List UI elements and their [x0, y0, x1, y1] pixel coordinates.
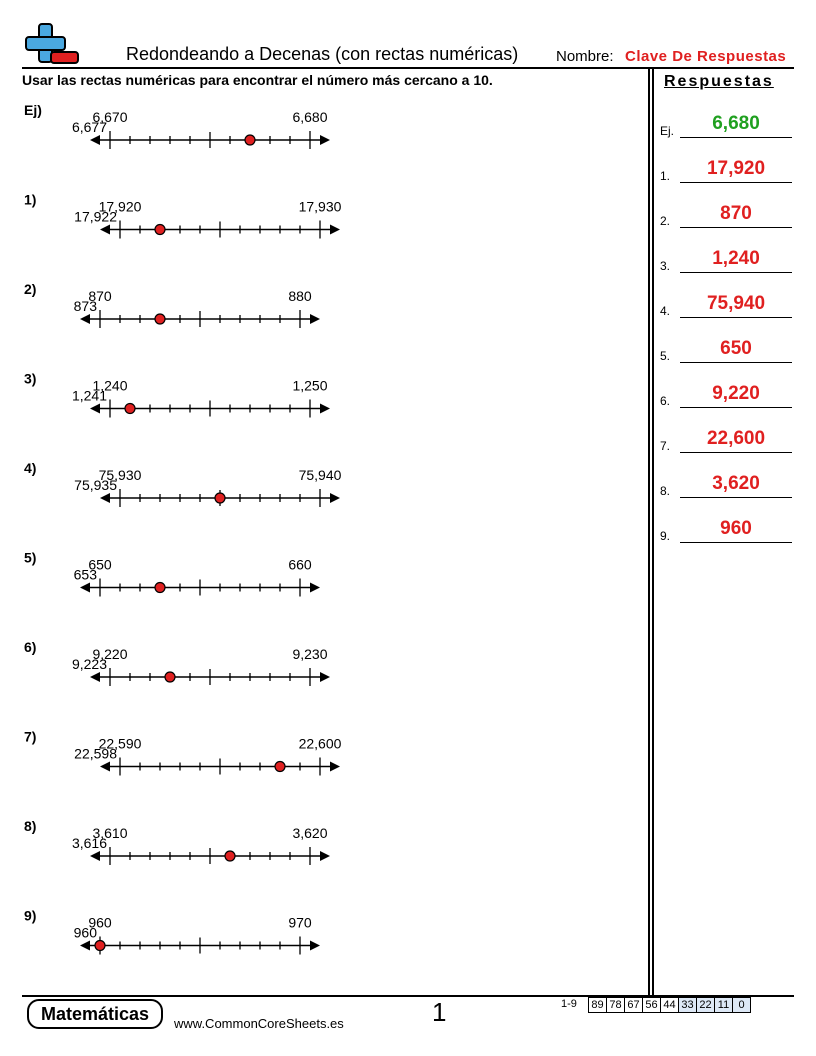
problem-number: 653 [73, 566, 97, 583]
site-url: www.CommonCoreSheets.es [174, 1016, 344, 1031]
problem-number: 75,935 [74, 477, 117, 493]
score-cell: 56 [643, 998, 661, 1013]
answer-label: 5. [660, 349, 671, 363]
high-tens-label: 880 [288, 288, 312, 304]
arrow-right-icon [310, 941, 320, 951]
number-lines [0, 90, 648, 990]
high-tens-label: 6,680 [292, 109, 328, 125]
problem-label: 8) [24, 818, 37, 834]
problem-label: 2) [24, 281, 37, 297]
answer-value: 650 [720, 338, 752, 359]
answer-value: 870 [720, 203, 752, 224]
value-dot [215, 493, 225, 503]
problem-label: 7) [24, 728, 37, 745]
answer-value: 1,240 [712, 248, 760, 269]
answer-label: 7. [660, 439, 671, 453]
answer-label: 3. [660, 259, 671, 273]
arrow-left-icon [80, 583, 90, 593]
answer-line [680, 362, 792, 363]
problem-number: 22,598 [74, 745, 117, 762]
answer-line [680, 227, 792, 228]
low-tens-label: 960 [88, 914, 112, 931]
score-cell: 67 [625, 998, 643, 1013]
low-tens-label: 870 [88, 288, 112, 304]
arrow-right-icon [330, 493, 340, 503]
answer-label: 9. [660, 529, 671, 543]
problem-label: 5) [24, 549, 37, 566]
answer-label: Ej. [660, 124, 675, 138]
answer-value: 9,220 [712, 383, 760, 404]
low-tens-label: 1,240 [92, 377, 128, 394]
score-cell: 0 [733, 998, 751, 1013]
header-divider [22, 67, 794, 69]
score-cell: 89 [589, 998, 607, 1013]
answer-label: 2. [660, 214, 671, 228]
problem-number: 1,241 [71, 387, 107, 404]
page-number: 1 [432, 997, 447, 1027]
value-dot [165, 672, 175, 682]
low-tens-label: 6,670 [92, 109, 128, 125]
value-dot [225, 851, 235, 861]
answer-line [680, 407, 792, 408]
page-title: Redondeando a Decenas (con rectas numéricas) [126, 44, 519, 64]
problem-number: 3,616 [71, 835, 107, 851]
answer-value: 22,600 [706, 428, 766, 449]
column-divider [648, 69, 654, 997]
problem-label: 4) [24, 460, 37, 476]
answer-line [680, 497, 792, 498]
answer-label: 4. [660, 304, 671, 318]
high-tens-label: 1,250 [292, 377, 328, 394]
answer-line [680, 137, 792, 138]
value-dot [155, 583, 165, 593]
arrow-right-icon [330, 762, 340, 772]
value-dot [275, 762, 285, 772]
problem-number: 6,677 [71, 119, 107, 135]
arrow-right-icon [330, 225, 340, 235]
problem-number: 873 [73, 298, 97, 314]
answer-line [680, 317, 792, 318]
arrow-right-icon [320, 672, 330, 682]
problem-number: 9,223 [71, 656, 107, 672]
arrow-right-icon [310, 583, 320, 593]
high-tens-label: 660 [288, 556, 312, 573]
arrow-right-icon [320, 404, 330, 414]
arrow-left-icon [100, 493, 110, 503]
low-tens-label: 9,220 [92, 646, 128, 662]
answer-value: 3,620 [712, 473, 760, 494]
problem-label: 3) [24, 370, 37, 387]
arrow-right-icon [310, 314, 320, 324]
answer-line [680, 452, 792, 453]
arrow-left-icon [90, 135, 100, 145]
name-value: Clave De Respuestas [625, 48, 787, 65]
arrow-right-icon [320, 135, 330, 145]
answer-value: 17,920 [706, 158, 766, 179]
value-dot [155, 314, 165, 324]
low-tens-label: 17,920 [98, 198, 142, 215]
arrow-left-icon [90, 851, 100, 861]
name-label: Nombre: [556, 48, 614, 65]
arrow-left-icon [100, 762, 110, 772]
answer-line [680, 272, 792, 273]
score-cell: 78 [607, 998, 625, 1013]
high-tens-label: 75,940 [298, 467, 342, 483]
answer-label: 6. [660, 394, 671, 408]
score-cell: 44 [661, 998, 679, 1013]
value-dot [245, 135, 255, 145]
problem-label: 1) [24, 191, 37, 208]
score-table [588, 997, 751, 1013]
answer-label: 1. [660, 169, 671, 183]
low-tens-label: 75,930 [98, 467, 142, 483]
value-dot [95, 941, 105, 951]
score-cell: 11 [715, 998, 733, 1013]
answers-title: Respuestas [664, 73, 774, 90]
answer-value: 960 [720, 518, 752, 539]
answer-label: 8. [660, 484, 671, 498]
problem-label: 6) [24, 639, 37, 655]
answer-value: 75,940 [706, 293, 766, 314]
problem-label: 9) [24, 907, 37, 924]
score-cell: 33 [679, 998, 697, 1013]
high-tens-label: 970 [288, 914, 312, 931]
high-tens-label: 3,620 [292, 825, 328, 841]
brand-badge: Matemáticas [27, 999, 163, 1029]
high-tens-label: 9,230 [292, 646, 328, 662]
high-tens-label: 17,930 [298, 198, 342, 215]
arrow-left-icon [80, 941, 90, 951]
low-tens-label: 3,610 [92, 825, 128, 841]
value-dot [125, 404, 135, 414]
answer-value: 6,680 [712, 113, 760, 134]
score-label: 1-9 [561, 998, 577, 1010]
logo-icon [22, 22, 82, 66]
low-tens-label: 22,590 [98, 735, 142, 752]
low-tens-label: 650 [88, 556, 112, 573]
problem-number: 17,922 [74, 208, 117, 225]
problem-label: Ej) [24, 102, 42, 118]
instructions: Usar las rectas numéricas para encontrar el número más cercano a 10. [22, 72, 493, 88]
arrow-right-icon [320, 851, 330, 861]
arrow-left-icon [90, 404, 100, 414]
answer-line [680, 542, 792, 543]
problem-number: 960 [73, 924, 97, 941]
arrow-left-icon [100, 225, 110, 235]
arrow-left-icon [90, 672, 100, 682]
value-dot [155, 225, 165, 235]
arrow-left-icon [80, 314, 90, 324]
high-tens-label: 22,600 [298, 735, 342, 752]
score-cell: 22 [697, 998, 715, 1013]
answer-line [680, 182, 792, 183]
